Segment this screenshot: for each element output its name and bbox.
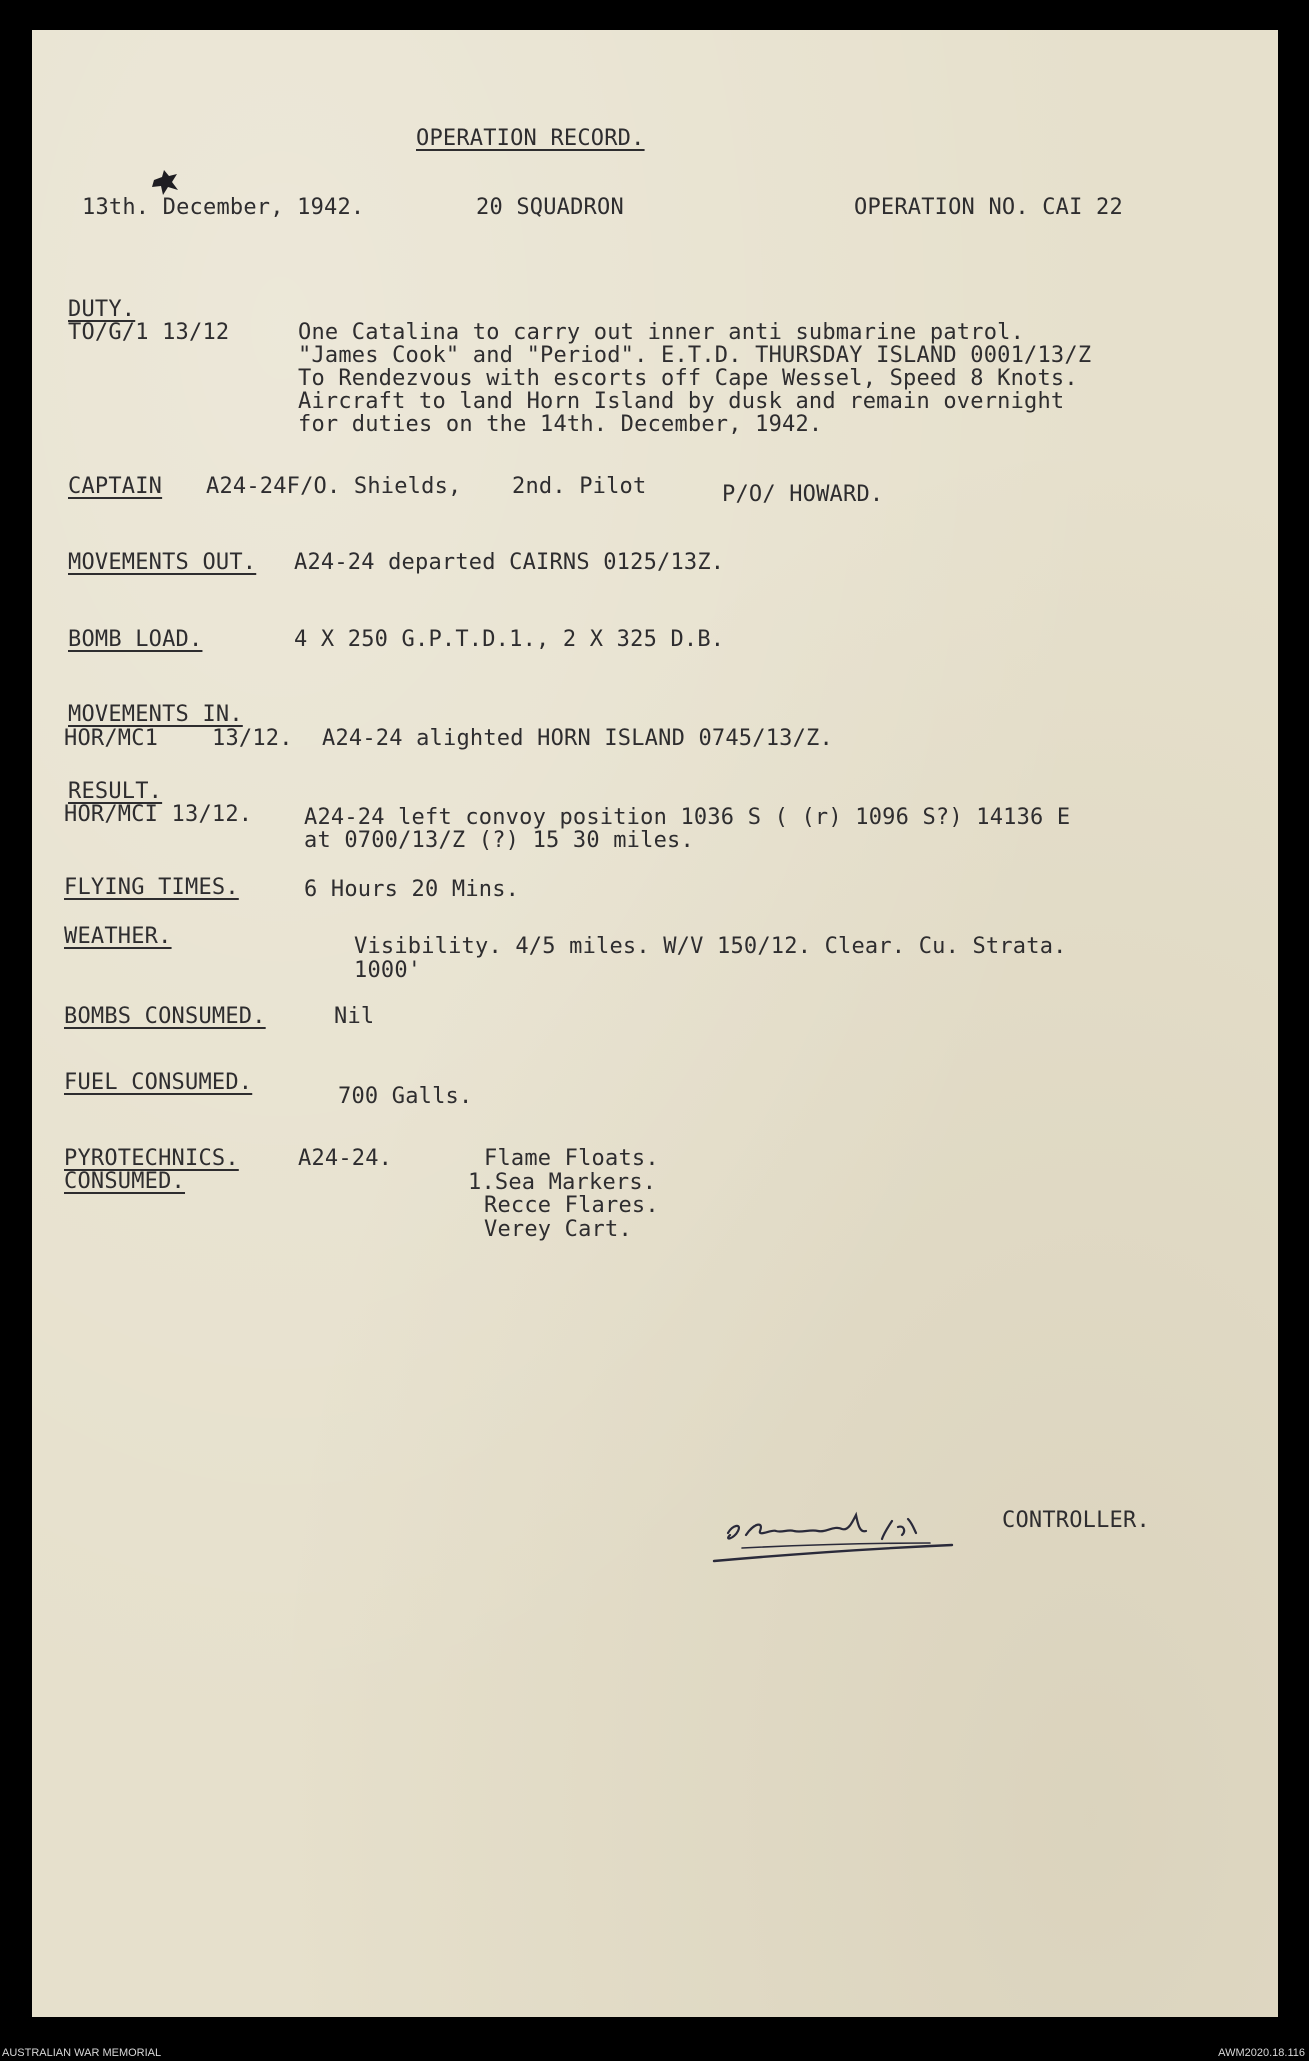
pyrotechnics-item: Verey Cart. — [484, 1217, 632, 1242]
bombs-consumed-value: Nil — [334, 1004, 375, 1029]
fuel-consumed-value: 700 Galls. — [338, 1084, 473, 1109]
movements-in-date: 13/12. — [212, 726, 293, 751]
pyrotechnics-item: Recce Flares. — [484, 1193, 659, 1218]
bomb-load-label: BOMB LOAD. — [68, 627, 203, 652]
weather-label: WEATHER. — [64, 924, 172, 949]
result-label: RESULT. — [68, 779, 163, 804]
record-date: 13th. December, 1942. — [82, 195, 365, 220]
bombs-consumed-label: BOMBS CONSUMED. — [64, 1004, 266, 1029]
result-line: at 0700/13/Z (?) 15 30 miles. — [304, 828, 694, 853]
movements-in-value: A24-24 alighted HORN ISLAND 0745/13/Z. — [322, 726, 833, 751]
movements-out-value: A24-24 departed CAIRNS 0125/13Z. — [294, 550, 725, 575]
pyrotechnics-consumed-label: CONSUMED. — [64, 1169, 186, 1194]
duty-line: for duties on the 14th. December, 1942. — [298, 412, 823, 437]
footer-institution: AUSTRALIAN WAR MEMORIAL — [2, 2047, 162, 2059]
second-pilot-value: P/O/ HOWARD. — [722, 482, 884, 507]
handwritten-signature — [702, 1485, 1042, 1575]
pyrotechnics-aircraft: A24-24. — [298, 1146, 393, 1171]
duty-line: One Catalina to carry out inner anti submarine patrol. — [298, 320, 1025, 345]
page-title: OPERATION RECORD. — [416, 126, 645, 151]
flying-times-value: 6 Hours 20 Mins. — [304, 877, 520, 902]
ink-blot-icon — [150, 168, 180, 196]
duty-ref: TO/G/1 13/12 — [68, 320, 230, 345]
result-ref: HOR/MCI 13/12. — [64, 802, 253, 827]
document-page — [32, 30, 1278, 2017]
fuel-consumed-label: FUEL CONSUMED. — [64, 1070, 253, 1095]
duty-line: "James Cook" and "Period". E.T.D. THURSDAY ISLAND 0001/13/Z — [298, 343, 1092, 368]
movements-in-ref: HOR/MC1 — [64, 726, 159, 751]
operation-number: OPERATION NO. CAI 22 — [854, 195, 1123, 220]
squadron: 20 SQUADRON — [476, 195, 624, 220]
bomb-load-value: 4 X 250 G.P.T.D.1., 2 X 325 D.B. — [294, 627, 725, 652]
weather-line: 1000' — [354, 958, 422, 983]
result-line: A24-24 left convoy position 1036 S ( (r) 1096 S?) 14136 E — [304, 805, 1071, 830]
captain-label: CAPTAIN — [68, 474, 163, 499]
pyrotechnics-item: Flame Floats. — [484, 1146, 659, 1171]
signature-role: CONTROLLER. — [1002, 1508, 1150, 1533]
second-pilot-label: 2nd. Pilot — [512, 474, 647, 499]
movements-out-label: MOVEMENTS OUT. — [68, 550, 257, 575]
weather-line: Visibility. 4/5 miles. W/V 150/12. Clear. Cu. Strata. — [354, 934, 1067, 959]
duty-line: To Rendezvous with escorts off Cape Wessel, Speed 8 Knots. — [298, 366, 1078, 391]
duty-label: DUTY. — [68, 297, 136, 322]
pyrotechnics-item: 1.Sea Markers. — [468, 1170, 657, 1195]
footer-accession: AWM2020.18.116 — [1218, 2047, 1305, 2059]
captain-value: A24-24F/O. Shields, — [206, 474, 462, 499]
movements-in-label: MOVEMENTS IN. — [68, 702, 243, 727]
flying-times-label: FLYING TIMES. — [64, 875, 239, 900]
duty-line: Aircraft to land Horn Island by dusk and remain overnight — [298, 389, 1065, 414]
pyrotechnics-label: PYROTECHNICS. — [64, 1146, 239, 1171]
